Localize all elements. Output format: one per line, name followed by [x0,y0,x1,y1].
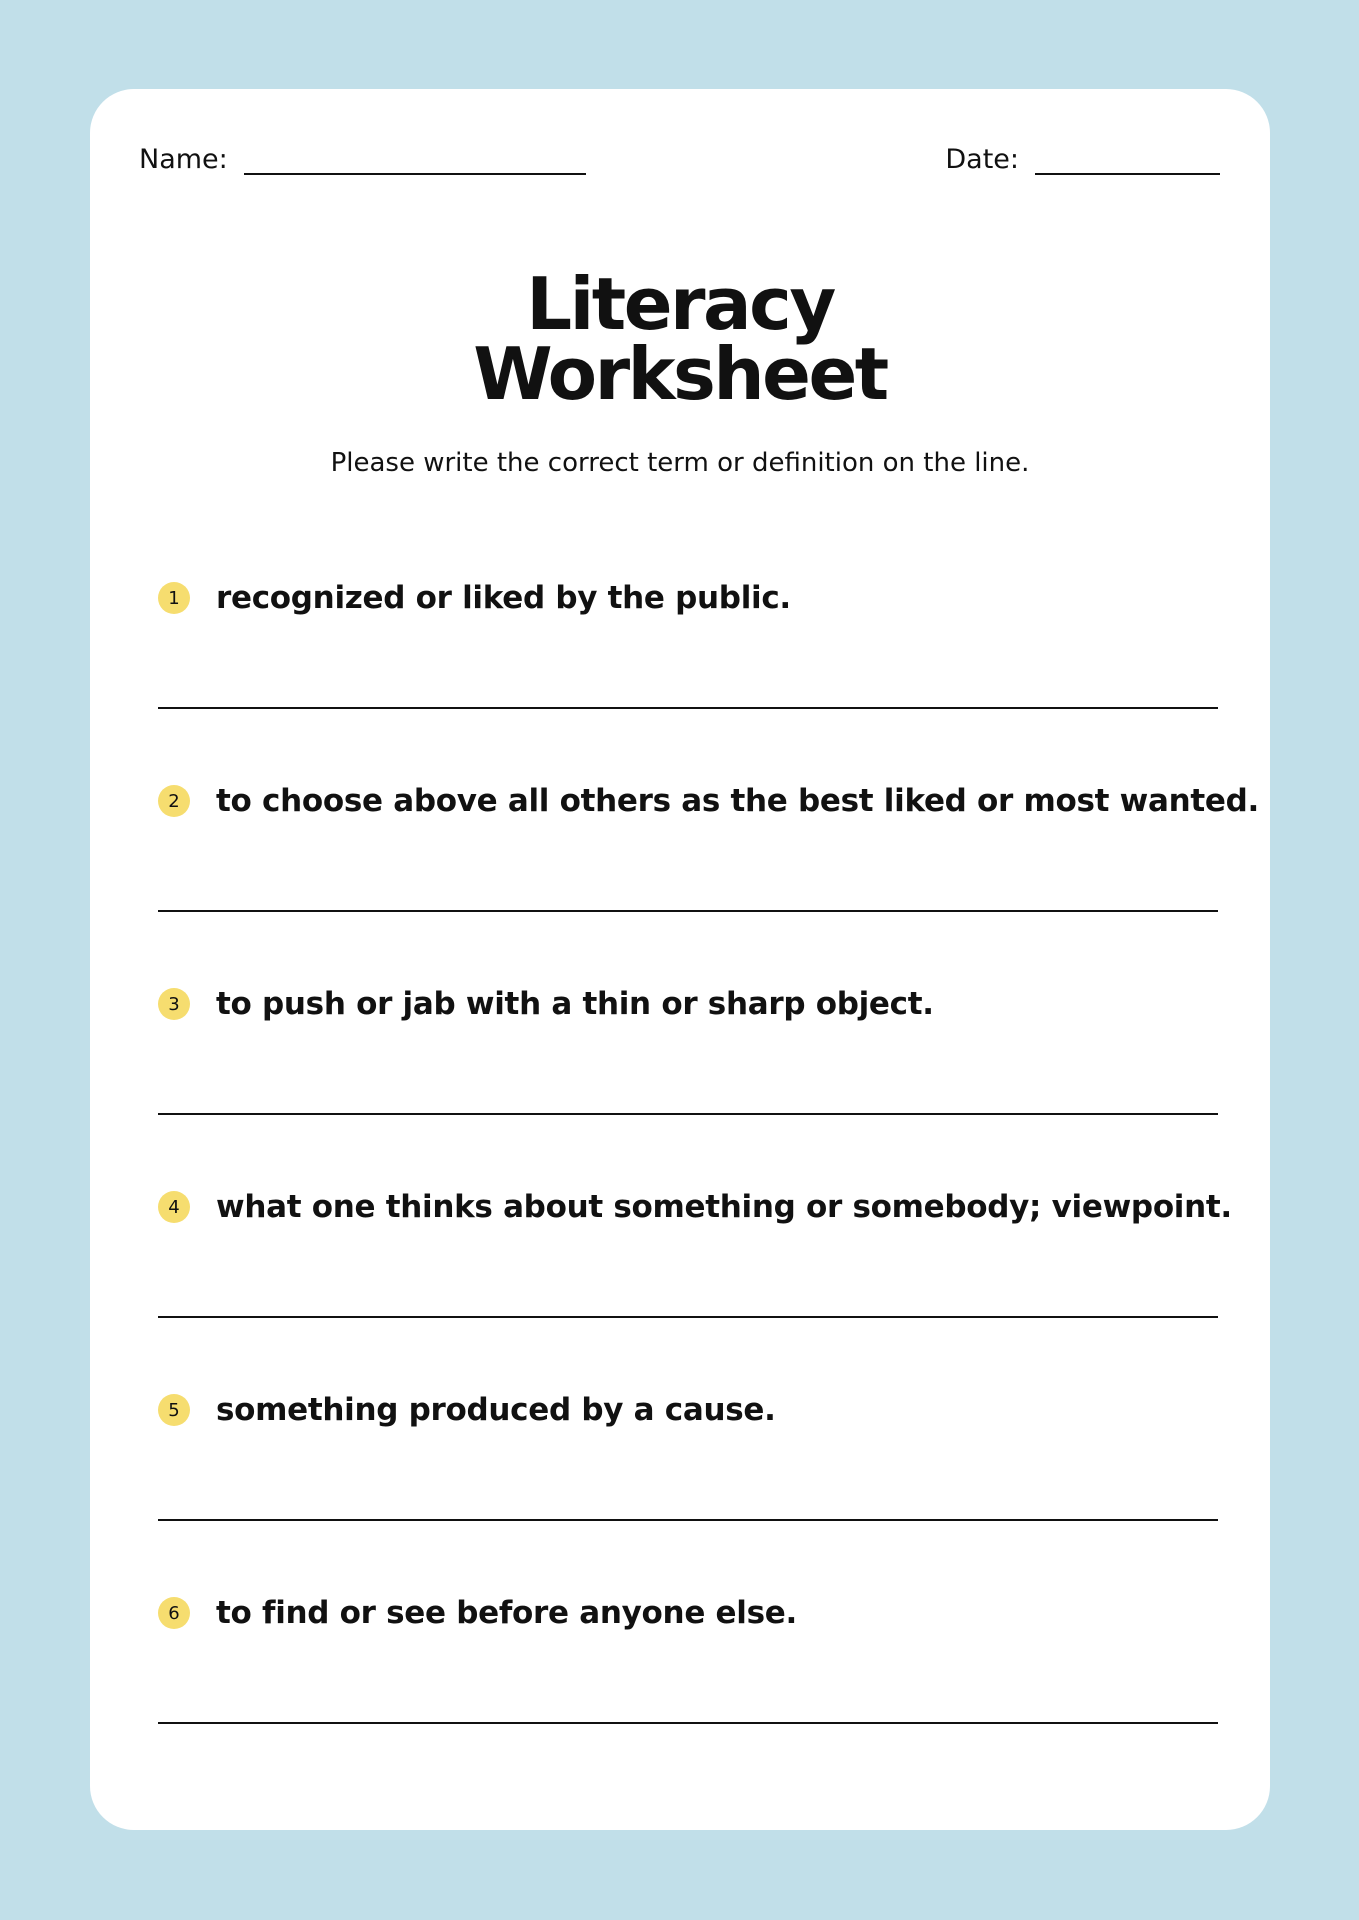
name-field [139,143,586,175]
answer-line[interactable] [158,707,1218,709]
question-number-badge: 4 [158,1191,190,1223]
question-text: something produced by a cause. [216,1392,776,1428]
question-text: recognized or liked by the public. [216,580,791,616]
question-item [158,1177,1232,1380]
name-input-line[interactable] [244,143,586,175]
question-text: to choose above all others as the best liked or most wanted. [216,783,1260,819]
instructions: Please write the correct term or definition on the line. [330,448,1030,478]
question-item [158,1380,1218,1583]
question-number-badge: 3 [158,988,190,1020]
title-line-1: Literacy [526,262,834,346]
question-number-badge: 2 [158,785,190,817]
question-number-badge: 1 [158,582,190,614]
question-number-badge: 5 [158,1394,190,1426]
title-line-2: Worksheet [473,332,887,416]
question-number-badge: 6 [158,1597,190,1629]
question-item [158,568,1218,771]
answer-line[interactable] [158,1113,1218,1115]
question-list [158,568,1260,1786]
answer-line[interactable] [158,1519,1218,1521]
question-text: to push or jab with a thin or sharp object. [216,986,934,1022]
answer-line[interactable] [158,1316,1218,1318]
worksheet-page [90,89,1270,1830]
name-label: Name: [139,144,228,175]
question-text: what one thinks about something or somebody; viewpoint. [216,1189,1232,1225]
question-item [158,1583,1218,1786]
question-item [158,974,1218,1177]
answer-line[interactable] [158,910,1218,912]
date-input-line[interactable] [1035,143,1220,175]
date-label: Date: [945,144,1019,175]
answer-line[interactable] [158,1722,1218,1724]
question-item [158,771,1260,974]
date-field [945,143,1220,175]
page-title [90,262,1270,416]
question-text: to find or see before anyone else. [216,1595,797,1631]
